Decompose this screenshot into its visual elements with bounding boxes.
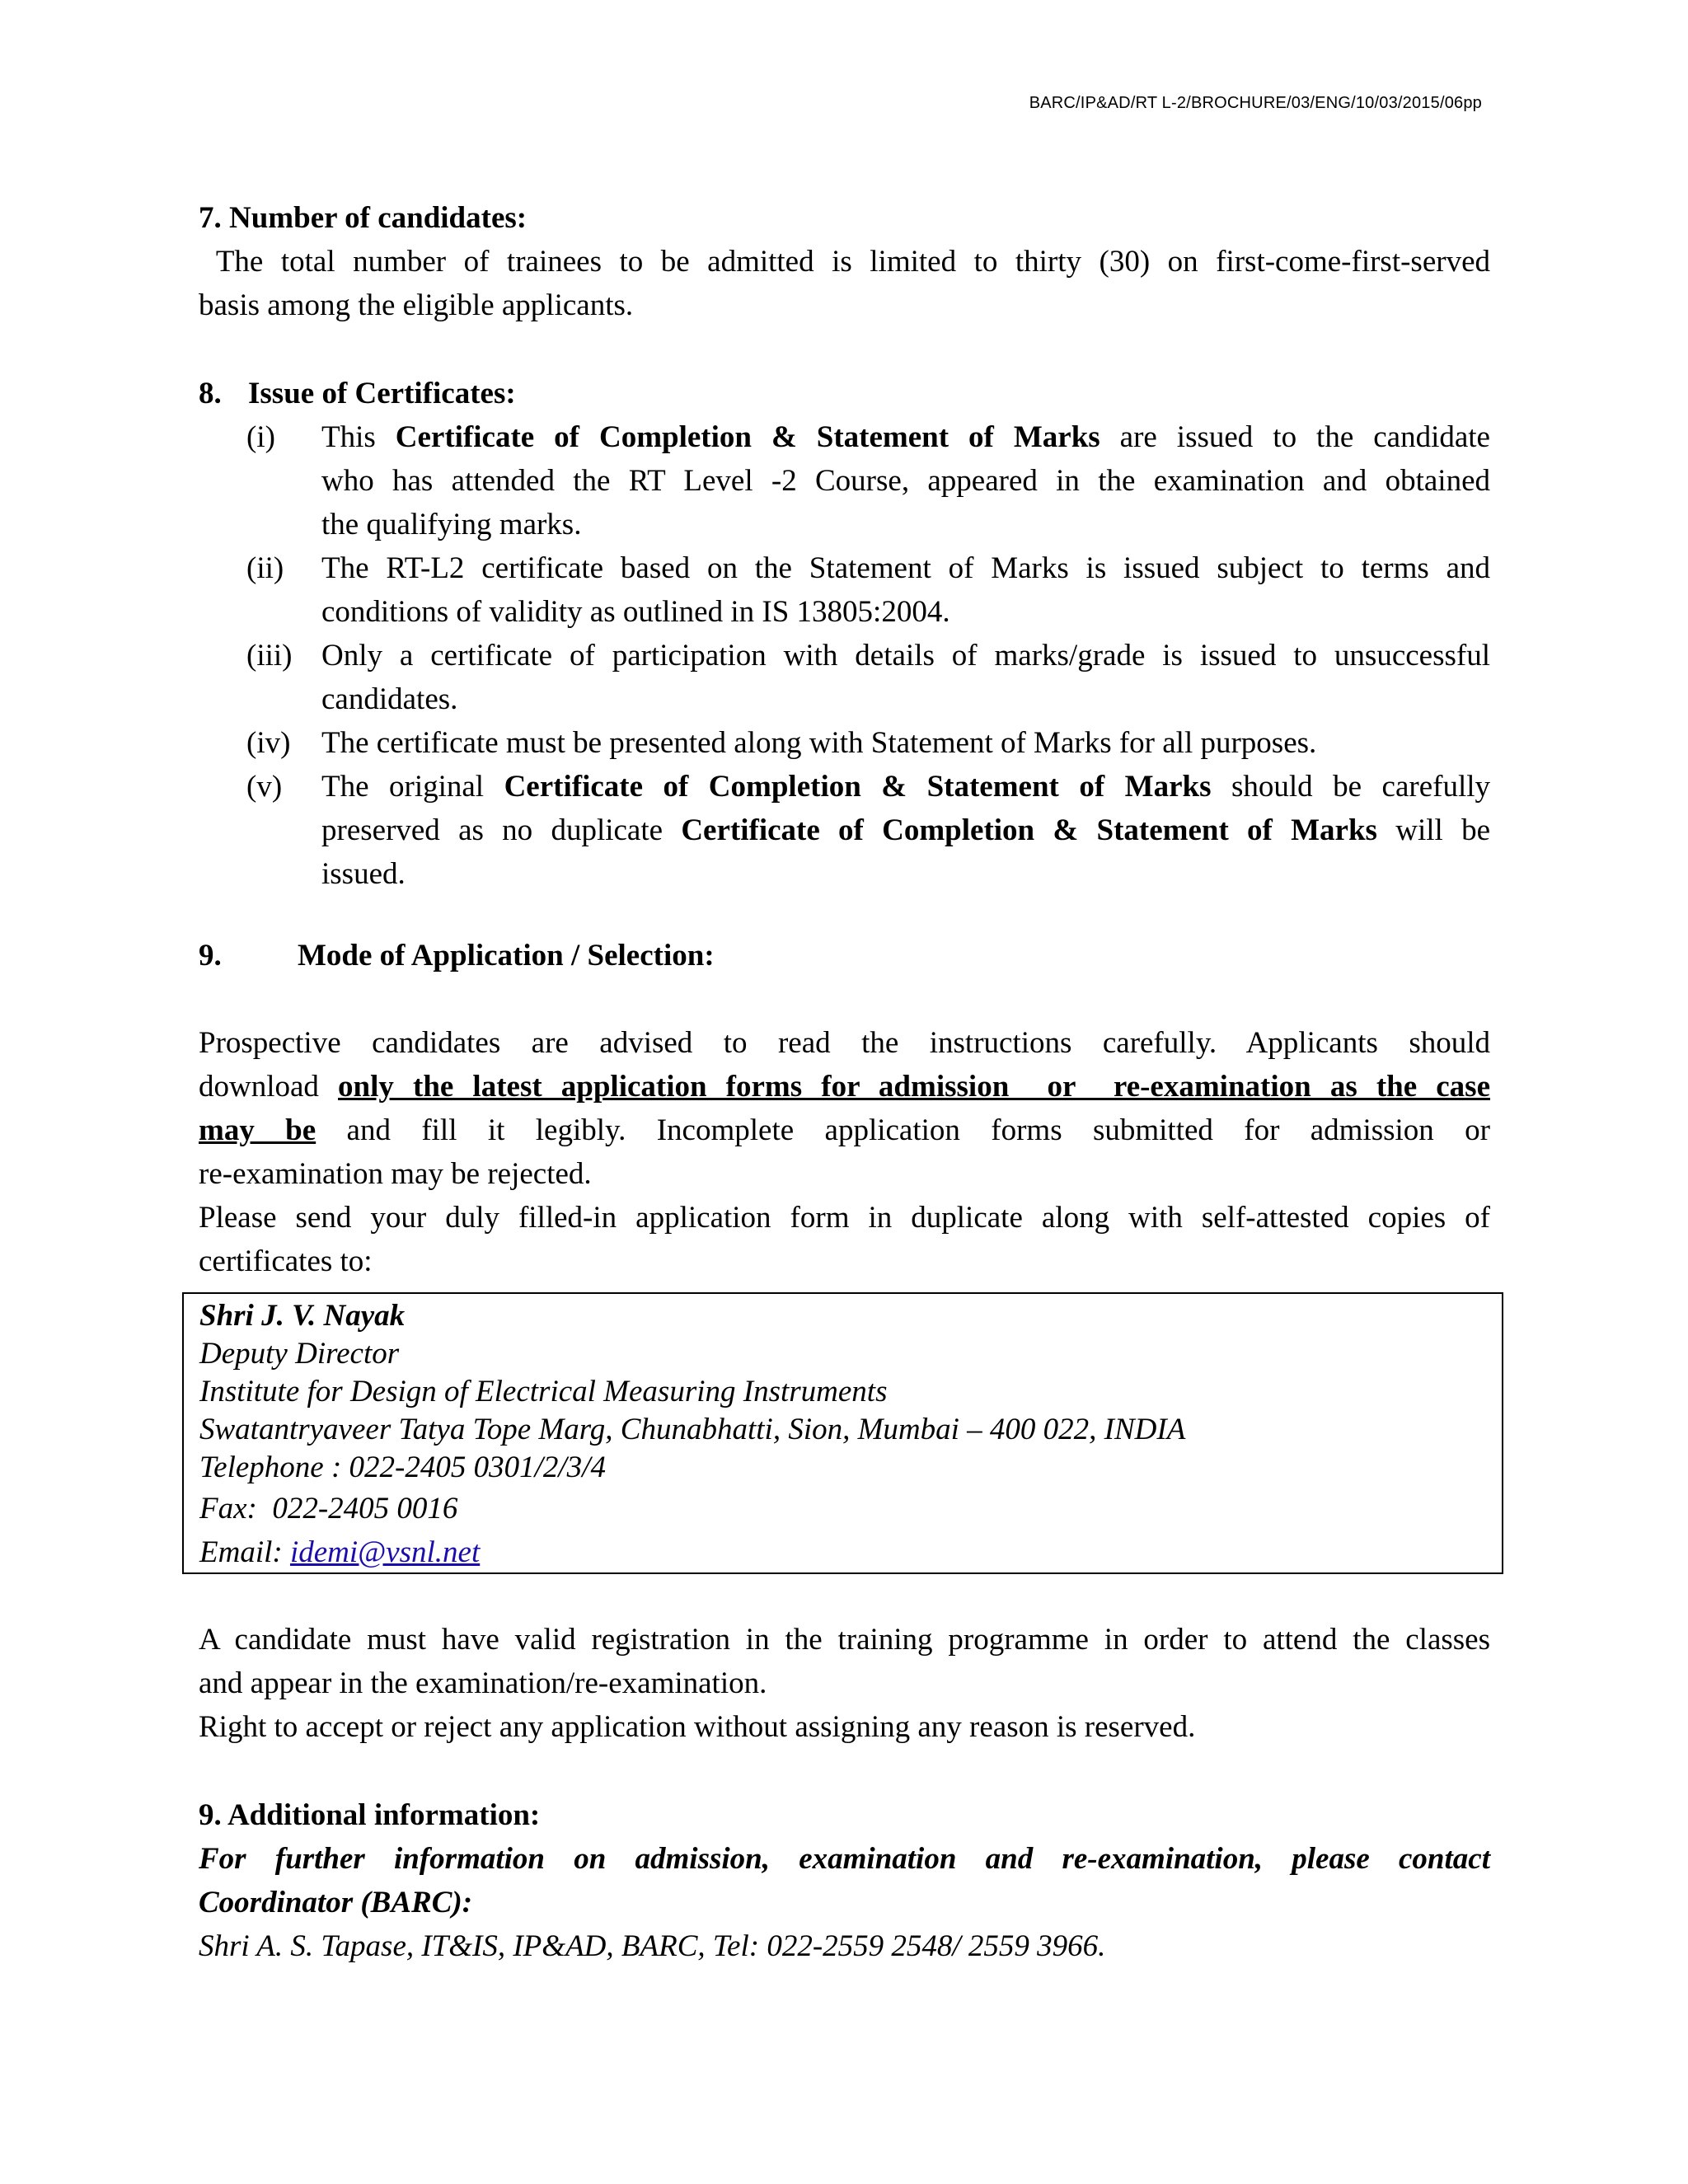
- text-run: preserved as no duplicate: [321, 813, 682, 847]
- text-run: The original: [321, 770, 504, 804]
- underlined-bold-text-run: only the latest application forms for admission or re-examination as the case: [338, 1070, 1490, 1104]
- contact-box: [182, 1292, 1503, 1574]
- paragraph-line: certificates to:: [199, 1244, 373, 1278]
- spacer: [199, 977, 1490, 1021]
- text-run: download: [199, 1070, 339, 1104]
- section-7-text-line-1: The total number of trainees to be admitted is limited to thirty (30) on first-come-first-served: [199, 245, 1490, 279]
- section-9: [199, 934, 1490, 1283]
- list-item-line: issued.: [321, 857, 406, 891]
- paragraph-line: re-examination may be rejected.: [199, 1157, 592, 1191]
- paragraph-line: [199, 1065, 1490, 1108]
- list-item-line: Only a certificate of participation with details of marks/grade is issued to unsuccessful: [321, 639, 1490, 673]
- list-item: [199, 634, 1490, 721]
- list-item-number: (v): [246, 770, 283, 804]
- section-9-heading-row: [199, 934, 1490, 977]
- contact-email-label: Email:: [199, 1535, 290, 1569]
- list-item-line: The RT-L2 certificate based on the Statement of Marks is issued subject to terms and: [321, 551, 1490, 585]
- section-7: [199, 196, 1490, 327]
- section-8-heading: Issue of Certificates:: [248, 377, 516, 410]
- email-link[interactable]: idemi@vsnl.net: [289, 1535, 481, 1569]
- text-run: should be carefully: [1211, 770, 1490, 804]
- section-additional-info: [199, 1793, 1490, 1968]
- contact-institute: Institute for Design of Electrical Measuring Instruments: [199, 1375, 888, 1408]
- list-item-line: [321, 808, 1490, 852]
- list-item-line: candidates.: [321, 682, 458, 716]
- section-9-number: 9.: [199, 939, 222, 972]
- list-item-line: the qualifying marks.: [321, 508, 582, 541]
- contact-title: Deputy Director: [199, 1337, 400, 1371]
- section-7-text-line-2: basis among the eligible applicants.: [199, 288, 634, 322]
- section-9-heading: Mode of Application / Selection:: [298, 939, 715, 972]
- list-item-number: (i): [246, 420, 275, 454]
- additional-info-heading: 9. Additional information:: [199, 1798, 541, 1832]
- contact-name: Shri J. V. Nayak: [199, 1299, 406, 1333]
- section-8-heading-row: [199, 372, 1490, 415]
- list-item: [199, 765, 1490, 896]
- underlined-bold-text-run: may be: [199, 1113, 316, 1147]
- contact-email-row: [199, 1530, 1502, 1574]
- bold-text-run: Certificate of Completion & Statement of Marks: [681, 813, 1377, 847]
- contact-fax: Fax: 022-2405 0016: [199, 1492, 458, 1526]
- contact-address: Swatantryaveer Tatya Tope Marg, Chunabhatti, Sion, Mumbai – 400 022, INDIA: [199, 1413, 1186, 1446]
- paragraph-line: and appear in the examination/re-examination.: [199, 1666, 767, 1700]
- list-item-line: who has attended the RT Level -2 Course, appeared in the examination and obtained: [321, 464, 1490, 498]
- paragraph-line: Right to accept or reject any application without assigning any reason is reserved.: [199, 1710, 1196, 1744]
- list-item-number: (iv): [246, 726, 291, 760]
- additional-info-line: For further information on admission, examination and re-examination, please contact: [199, 1842, 1490, 1876]
- list-item: [199, 415, 1490, 546]
- paragraph-line: [199, 1108, 1490, 1152]
- section-7-heading: 7. Number of candidates:: [199, 201, 528, 235]
- additional-info-contact: Shri A. S. Tapase, IT&IS, IP&AD, BARC, Tel: 022-2559 2548/ 2559 3966.: [199, 1929, 1106, 1963]
- bold-text-run: Certificate of Completion & Statement of Marks: [504, 770, 1212, 804]
- paragraph-line: A candidate must have valid registration in the training programme in order to attend the classes: [199, 1623, 1490, 1657]
- list-item-number: (iii): [246, 639, 293, 673]
- list-item-number: (ii): [246, 551, 284, 585]
- list-item-line: [321, 415, 1490, 459]
- bold-text-run: Certificate of Completion & Statement of Marks: [395, 420, 1100, 454]
- contact-telephone: Telephone : 022-2405 0301/2/3/4: [199, 1451, 606, 1484]
- document-reference: BARC/IP&AD/RT L-2/BROCHURE/03/ENG/10/03/2015/06pp: [1029, 94, 1482, 112]
- list-item-line: [321, 765, 1490, 808]
- paragraph-line: Prospective candidates are advised to read the instructions carefully. Applicants should: [199, 1026, 1490, 1060]
- section-8-number: 8.: [199, 377, 222, 410]
- paragraph-line: Please send your duly filled-in application form in duplicate along with self-attested copies of: [199, 1201, 1490, 1235]
- text-run: This: [321, 420, 396, 454]
- list-item: [199, 721, 1490, 765]
- registration-note: [199, 1618, 1490, 1749]
- list-item: [199, 546, 1490, 634]
- text-run: will be: [1376, 813, 1490, 847]
- additional-info-line: Coordinator (BARC):: [199, 1886, 473, 1919]
- section-8: [199, 372, 1490, 896]
- text-run: are issued to the candidate: [1100, 420, 1490, 454]
- text-run: and fill it legibly. Incomplete application forms submitted for admission or: [316, 1113, 1490, 1147]
- list-item-line: conditions of validity as outlined in IS 13805:2004.: [321, 595, 950, 629]
- list-item-line: The certificate must be presented along with Statement of Marks for all purposes.: [321, 726, 1317, 760]
